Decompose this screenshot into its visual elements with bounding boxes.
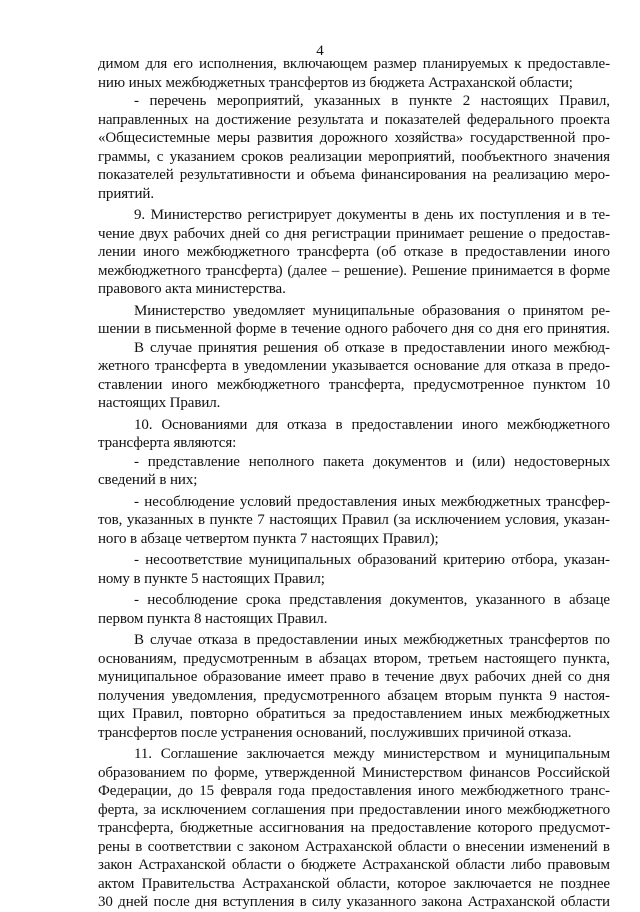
text-line: - представление неполного пакета документов и (или) недостоверных (134, 453, 610, 470)
text-line: межбюджетного трансферта) (далее – решение). Решение принимается в форме (98, 262, 610, 279)
text-line: щих Правил, повторно обратиться за предоставлением иных межбюджетных (98, 706, 610, 722)
text-line: - перечень мероприятий, указанных в пункте 2 настоящих Правил, (134, 93, 610, 109)
text-line: ного в абзаце четвертом пункта 7 настоящих Правил); (98, 530, 439, 547)
text-line: трансферта, бюджетные ассигнования на предоставление которого предусмот- (98, 820, 610, 836)
text-line: приятий. (98, 185, 155, 202)
text-line: граммы, с указанием сроков реализации мероприятий, пообъектного значения (98, 148, 610, 165)
text-line: рены в соответствии с законом Астраханской области о внесении изменений в (98, 838, 610, 855)
text-line: Министерство уведомляет муниципальные образования о принятом ре- (134, 302, 610, 319)
text-line: 9. Министерство регистрирует документы в день их поступления и в те- (134, 207, 610, 223)
text-line: правового акта министерства. (98, 281, 286, 297)
text-line: «Общесистемные меры развития дорожного хозяйства» государственной про- (98, 130, 610, 146)
text-line: направленных на достижение результата и показателей федерального проекта (98, 111, 610, 128)
text-line: жетного трансферта в уведомлении указывается основание для отказа в предо- (98, 358, 610, 374)
text-line: - несоответствие муниципальных образований критерию отбора, указан- (134, 552, 610, 568)
text-line: 30 дней после дня вступления в силу указанного закона Астраханской области (98, 894, 610, 910)
text-line: - несоблюдение условий предоставления иных межбюджетных трансфер- (134, 493, 610, 510)
text-line: трансфертов после устранения оснований, послуживших причиной отказа. (98, 724, 572, 741)
text-line: образованием по форме, утвержденной Министерством финансов Российской (98, 764, 610, 781)
text-line: ставлении иного межбюджетного трансферта, предусмотренное пунктом 10 (98, 376, 610, 393)
text-line: ному в пункте 5 настоящих Правил; (98, 570, 325, 587)
text-line: - несоблюдение срока представления документов, указанного в абзаце (134, 592, 610, 608)
text-line: трансферта являются: (98, 435, 237, 451)
text-line: получения уведомления, предусмотренного абзацем вторым пункта 9 настоя- (98, 687, 610, 704)
text-line: Федерации, до 15 февраля года предоставления иного межбюджетного транс- (98, 783, 610, 799)
text-line: настоящих Правил. (98, 395, 221, 411)
text-line: актом Правительства Астраханской области, которое заключается не позднее (98, 875, 610, 892)
text-line: ферта, за исключением соглашения при предоставлении иного межбюджетного (98, 801, 610, 818)
text-line: муниципальное образование имеет право в течение двух рабочих дней со дня (98, 669, 610, 685)
text-line: 10. Основаниями для отказа в предоставлении иного межбюджетного (134, 416, 610, 433)
text-line: 11. Соглашение заключается между министерством и муниципальным (134, 746, 610, 762)
text-line: сведений в них; (98, 472, 198, 488)
text-line: В случае отказа в предоставлении иных межбюджетных трансфертов по (134, 632, 610, 648)
text-line: показателей результативности и объема финансирования на реализацию меро- (98, 167, 610, 183)
text-line: шении в письменной форме в течение одного рабочего дня со дня его принятия. (98, 321, 610, 337)
page-number: 4 (316, 43, 324, 59)
text-line: основаниям, предусмотренным в абзацах втором, третьем настоящего пункта, (98, 650, 610, 667)
text-line: нию иных межбюджетных трансфертов из бюджета Астраханской области; (98, 74, 573, 91)
text-line: тов, указанных в пункте 7 настоящих Правил (за исключением условия, указан- (98, 512, 610, 528)
text-line: чение двух рабочих дней со дня регистрации принимает решение о предостав- (98, 225, 610, 242)
text-line: димом для его исполнения, включающем размер планируемых к предоставле- (98, 56, 610, 72)
text-line: закон Астраханской области о бюджете Астраханской области либо правовым (98, 857, 610, 873)
text-line: первом пункта 8 настоящих Правил. (98, 610, 328, 627)
text-line: В случае принятия решения об отказе в предоставлении иного межбюд- (134, 339, 610, 356)
document-body (98, 55, 610, 912)
text-line: лении иного межбюджетного трансферта (об отказе в предоставлении иного (98, 244, 610, 260)
